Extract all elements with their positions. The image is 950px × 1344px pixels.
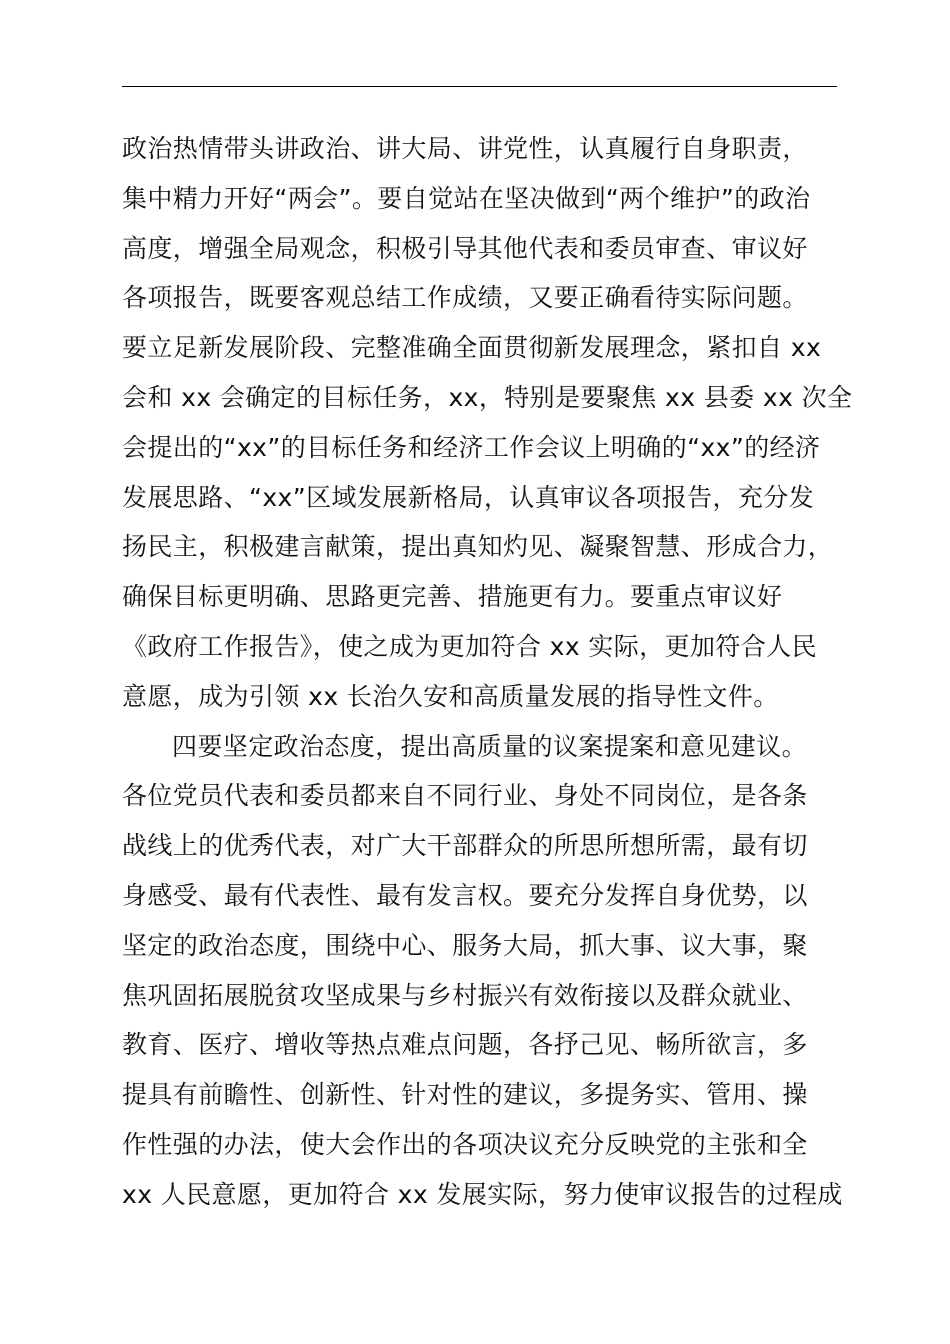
text-line: 坚定的政治态度，围绕中心、服务大局，抓大事、议大事，聚 [122, 930, 808, 960]
paragraph-start-line: 四要坚定政治态度，提出高质量的议案提案和意见建议。 [172, 731, 808, 761]
header-rule [122, 86, 837, 87]
text-line: 《政府工作报告》，使之成为更加符合 xx 实际，更加符合人民 [122, 631, 817, 661]
text-line: 确保目标更明确、思路更完善、措施更有力。要重点审议好 [122, 582, 783, 612]
text-line: 发展思路、“xx”区域发展新格局，认真审议各项报告，充分发 [122, 482, 815, 512]
text-line: 高度，增强全局观念，积极引导其他代表和委员审查、审议好 [122, 233, 808, 263]
text-line: 焦巩固拓展脱贫攻坚成果与乡村振兴有效衔接以及群众就业、 [122, 980, 808, 1010]
text-line: xx 人民意愿，更加符合 xx 发展实际，努力使审议报告的过程成 [122, 1179, 843, 1209]
text-line: 会提出的“xx”的目标任务和经济工作会议上明确的“xx”的经济 [122, 432, 821, 462]
text-line: 扬民主，积极建言献策，提出真知灼见、凝聚智慧、形成合力， [122, 532, 834, 562]
text-line: 政治热情带头讲政治、讲大局、讲党性，认真履行自身职责， [122, 134, 808, 163]
text-line: 各项报告，既要客观总结工作成绩，又要正确看待实际问题。 [122, 283, 808, 313]
text-line: 意愿，成为引领 xx 长治久安和高质量发展的指导性文件。 [122, 681, 779, 711]
text-line: 集中精力开好“两会”。要自觉站在坚决做到“两个维护”的政治 [122, 183, 811, 213]
text-line: 要立足新发展阶段、完整准确全面贯彻新发展理念，紧扣自 xx [122, 333, 822, 363]
document-body [122, 124, 853, 1220]
text-line: 提具有前瞻性、创新性、针对性的建议，多提务实、管用、操 [122, 1080, 808, 1110]
text-line: 身感受、最有代表性、最有发言权。要充分发挥自身优势，以 [122, 880, 808, 910]
text-line: 战线上的优秀代表，对广大干部群众的所思所想所需，最有切 [122, 831, 808, 861]
text-line: 各位党员代表和委员都来自不同行业、身处不同岗位，是各条 [122, 781, 808, 811]
text-line: 教育、医疗、增收等热点难点问题，各抒己见、畅所欲言，多 [122, 1030, 808, 1060]
text-line: 作性强的办法，使大会作出的各项决议充分反映党的主张和全 [122, 1129, 808, 1159]
text-line: 会和 xx 会确定的目标任务，xx，特别是要聚焦 xx 县委 xx 次全 [122, 382, 853, 412]
